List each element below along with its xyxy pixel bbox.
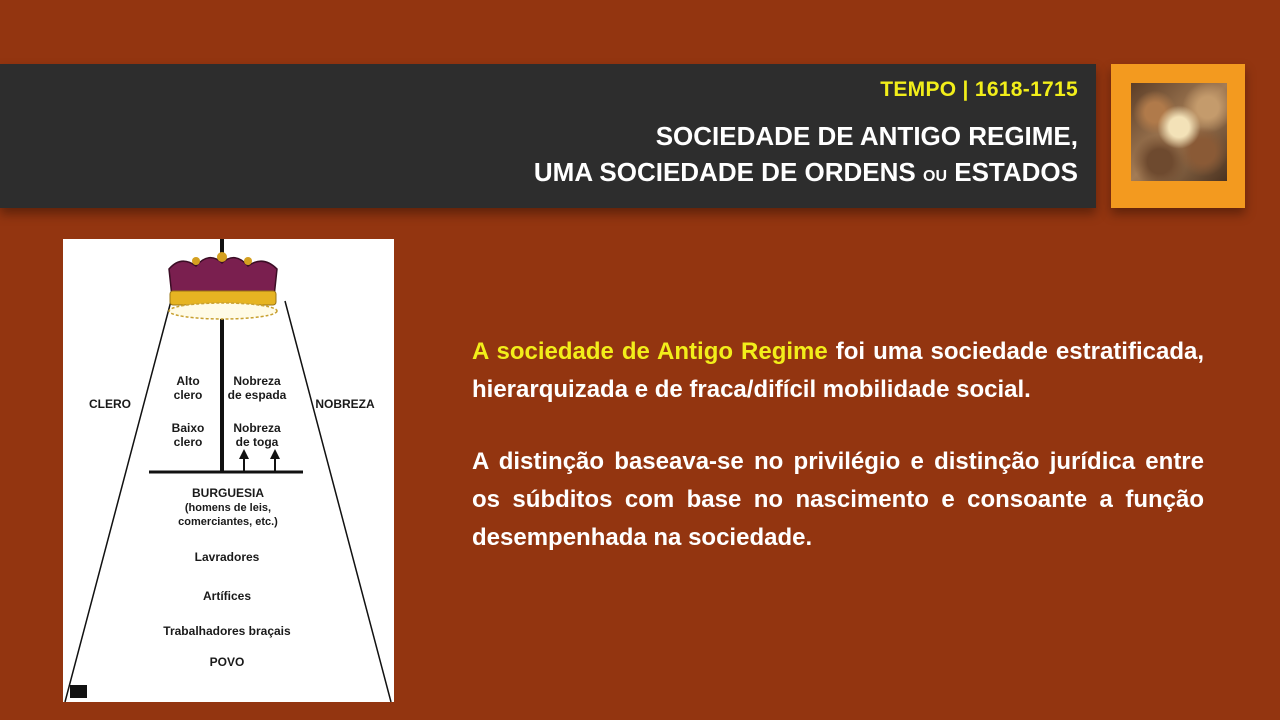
paragraph-1: [472, 333, 1204, 409]
label-burguesia: BURGUESIA: [191, 486, 265, 500]
pyramid-right-edge: [285, 301, 391, 702]
society-pyramid-diagram: [63, 239, 394, 702]
title-line-2-connector: OU: [923, 168, 947, 185]
pyramid-left-edge: [65, 301, 171, 702]
label-baixo-clero-2: clero: [173, 435, 203, 449]
baroque-ceiling-painting-thumbnail: [1131, 83, 1227, 181]
label-nobreza-toga-2: de toga: [235, 435, 279, 449]
title-line-2-part-a: UMA SOCIEDADE DE ORDENS: [533, 157, 916, 187]
label-baixo-clero-1: Baixo: [171, 421, 205, 435]
title-line-2: [534, 154, 1078, 195]
thumbnail-frame: [1111, 64, 1245, 208]
title-line-1: SOCIEDADE DE ANTIGO REGIME,: [655, 121, 1078, 151]
label-alto-clero-1: Alto: [176, 374, 200, 388]
label-nobreza: NOBREZA: [315, 397, 375, 411]
label-trabalhadores: Trabalhadores braçais: [163, 624, 291, 638]
label-povo: POVO: [209, 655, 245, 669]
pyramid-svg: [63, 239, 394, 702]
title-line-2-part-b: ESTADOS: [954, 157, 1078, 187]
arrow-up-icon: [270, 449, 280, 471]
label-alto-clero-2: clero: [173, 388, 203, 402]
label-lavradores: Lavradores: [194, 550, 260, 564]
label-nobreza-espada-1: Nobreza: [233, 374, 281, 388]
arrow-up-icon: [239, 449, 249, 471]
label-nobreza-toga-1: Nobreza: [233, 421, 281, 435]
tempo-label: TEMPO | 1618-1715: [880, 78, 1078, 101]
label-clero: CLERO: [89, 397, 131, 411]
body-text: [472, 333, 1204, 557]
paragraph-1-highlight: A sociedade de Antigo Regime: [472, 338, 828, 365]
header-bar: [0, 64, 1096, 208]
label-burguesia-detail-2: comerciantes, etc.): [178, 516, 278, 528]
crown-icon: [169, 252, 277, 319]
page-title: [534, 118, 1078, 195]
corner-square-mark: [70, 685, 87, 698]
paragraph-2: A distinção baseava-se no privilégio e distinção jurídica entre os súbditos com base no nascimento e consoante a função desempenhada na sociedade.: [472, 448, 1204, 551]
paragraph-1-rest: foi uma sociedade estratificada, hierarquizada e de fraca/difícil mobilidade social.: [472, 338, 1204, 403]
label-burguesia-detail-1: (homens de leis,: [184, 502, 272, 514]
label-nobreza-espada-2: de espada: [227, 388, 287, 402]
label-artifices: Artífices: [202, 589, 252, 603]
